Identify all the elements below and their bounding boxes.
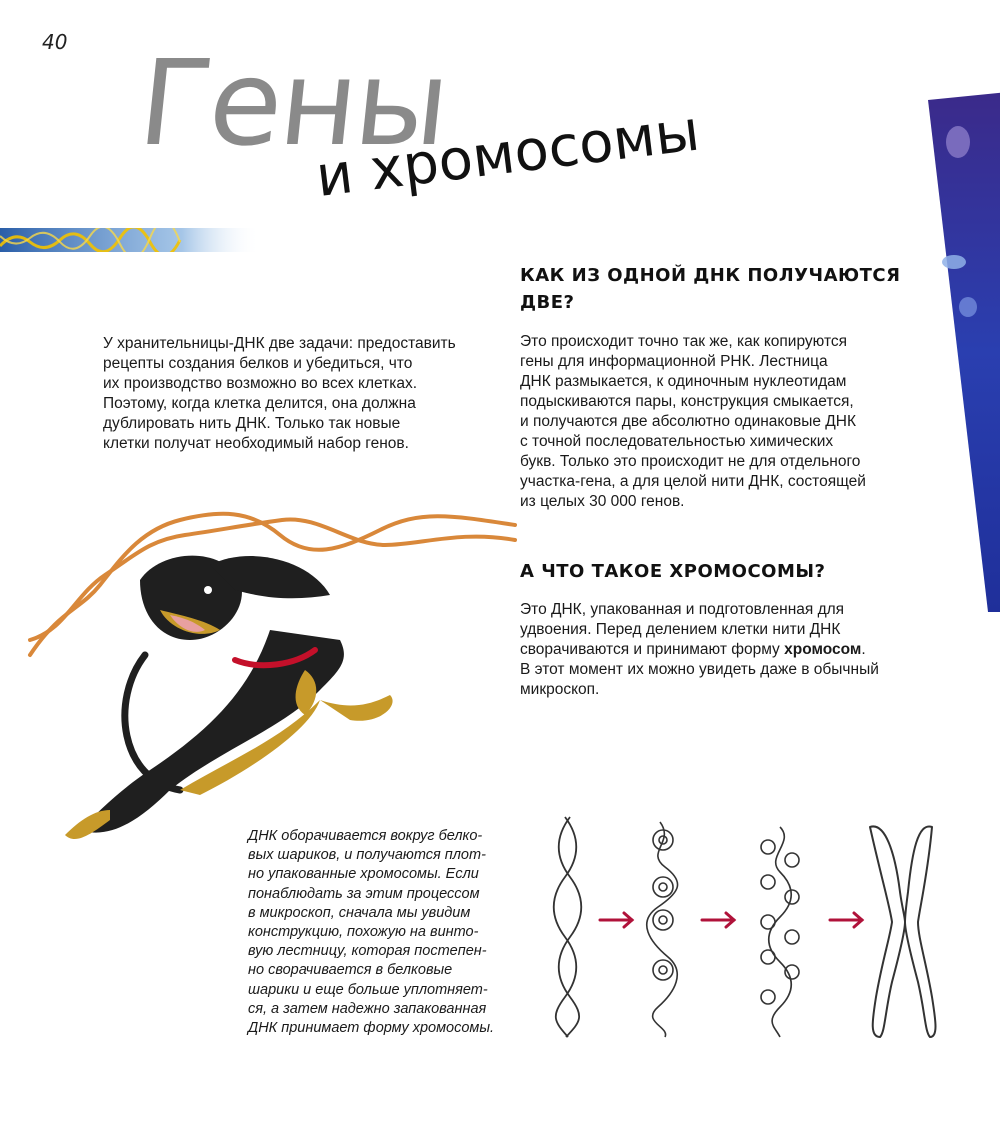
microscope-photo xyxy=(928,92,1000,612)
caption-line: вых шариков, и получаются плот- xyxy=(248,847,486,864)
dog-eye xyxy=(204,586,212,594)
text-line: Это ДНК, упакованная и подготовленная для xyxy=(520,601,845,618)
text-line: с точной последовательностью химических xyxy=(520,433,834,450)
text-fragment: сворачиваются и принимают форму xyxy=(520,641,785,658)
dog-front-leg xyxy=(320,695,393,721)
text-line: удвоения. Перед делением клетки нити ДНК xyxy=(520,621,841,638)
intro-paragraph xyxy=(103,334,503,454)
stage-nucleosomes xyxy=(647,822,678,1037)
text-line: букв. Только это происходит не для отдельного xyxy=(520,453,861,470)
text-line: и получаются две абсолютно одинаковые ДНК xyxy=(520,413,857,430)
intro-line: рецепты создания белков и убедиться, что xyxy=(103,355,413,372)
text-line: В этот момент их можно увидеть даже в обычный xyxy=(520,661,879,678)
text-fragment: . xyxy=(861,641,866,658)
arrow-right-icon xyxy=(600,913,632,927)
intro-line: Поэтому, когда клетка делится, она должна xyxy=(103,395,416,412)
page-title: Гены xyxy=(132,34,455,172)
caption-line: понаблюдать за этим процессом xyxy=(248,885,480,902)
intro-line: клетки получат необходимый набор генов. xyxy=(103,435,409,452)
intro-line: дублировать нить ДНК. Только так новые xyxy=(103,415,401,432)
chromosome-formation-diagram xyxy=(540,812,940,1042)
text-line: подыскиваются пары, конструкция смыкается, xyxy=(520,393,854,410)
section-text-chromosomes xyxy=(520,600,920,700)
caption-line: вую лестницу, которая постепен- xyxy=(248,943,487,960)
caption-line: в микроскоп, сначала мы увидим xyxy=(248,904,471,921)
section-text-dna-copy xyxy=(520,332,910,512)
text-line: из целых 30 000 генов. xyxy=(520,493,685,510)
caption-line: ДНК принимает форму хромосомы. xyxy=(248,1020,495,1037)
chromosome-icon xyxy=(870,826,936,1037)
intro-line: У хранительницы-ДНК две задачи: предоставить xyxy=(103,335,456,352)
caption-line: но сворачивается в белковые xyxy=(248,962,453,979)
dna-strip-image xyxy=(0,228,260,252)
stage-double-helix xyxy=(554,817,582,1037)
page-subtitle: и хромосомы xyxy=(312,98,703,210)
section-heading-chromosomes: А ЧТО ТАКОЕ ХРОМОСОМЫ? xyxy=(520,561,826,582)
intro-line: их производство возможно во всех клетках. xyxy=(103,375,418,392)
text-line xyxy=(520,640,920,660)
caption-line: ся, а затем надежно запакованная xyxy=(248,1000,487,1017)
stage-coiled-fiber xyxy=(761,827,799,1037)
caption-line: шарики и еще больше уплотняет- xyxy=(248,981,488,998)
text-line: микроскоп. xyxy=(520,681,600,698)
text-line: участка-гена, а для целой нити ДНК, состоящей xyxy=(520,473,866,490)
illustration-caption xyxy=(248,827,508,1038)
heading-line: ДВЕ? xyxy=(520,292,575,313)
dog-back-leg xyxy=(65,810,110,839)
page-number: 40 xyxy=(42,30,68,54)
arrow-right-icon xyxy=(702,913,734,927)
caption-line: конструкцию, похожую на винто- xyxy=(248,924,479,941)
text-line: Это происходит точно так же, как копируются xyxy=(520,333,848,350)
bold-term: хромосом xyxy=(784,641,862,658)
dog-body xyxy=(80,630,344,833)
text-line: гены для информационной РНК. Лестница xyxy=(520,353,828,370)
text-line: ДНК размыкается, к одиночным нуклеотидам xyxy=(520,373,847,390)
section-heading-dna-copy xyxy=(520,262,920,316)
heading-line: КАК ИЗ ОДНОЙ ДНК ПОЛУЧАЮТСЯ xyxy=(520,265,901,286)
caption-line: но упакованные хромосомы. Если xyxy=(248,866,479,883)
caption-line: ДНК оборачивается вокруг белко- xyxy=(248,828,483,844)
arrow-right-icon xyxy=(830,913,862,927)
